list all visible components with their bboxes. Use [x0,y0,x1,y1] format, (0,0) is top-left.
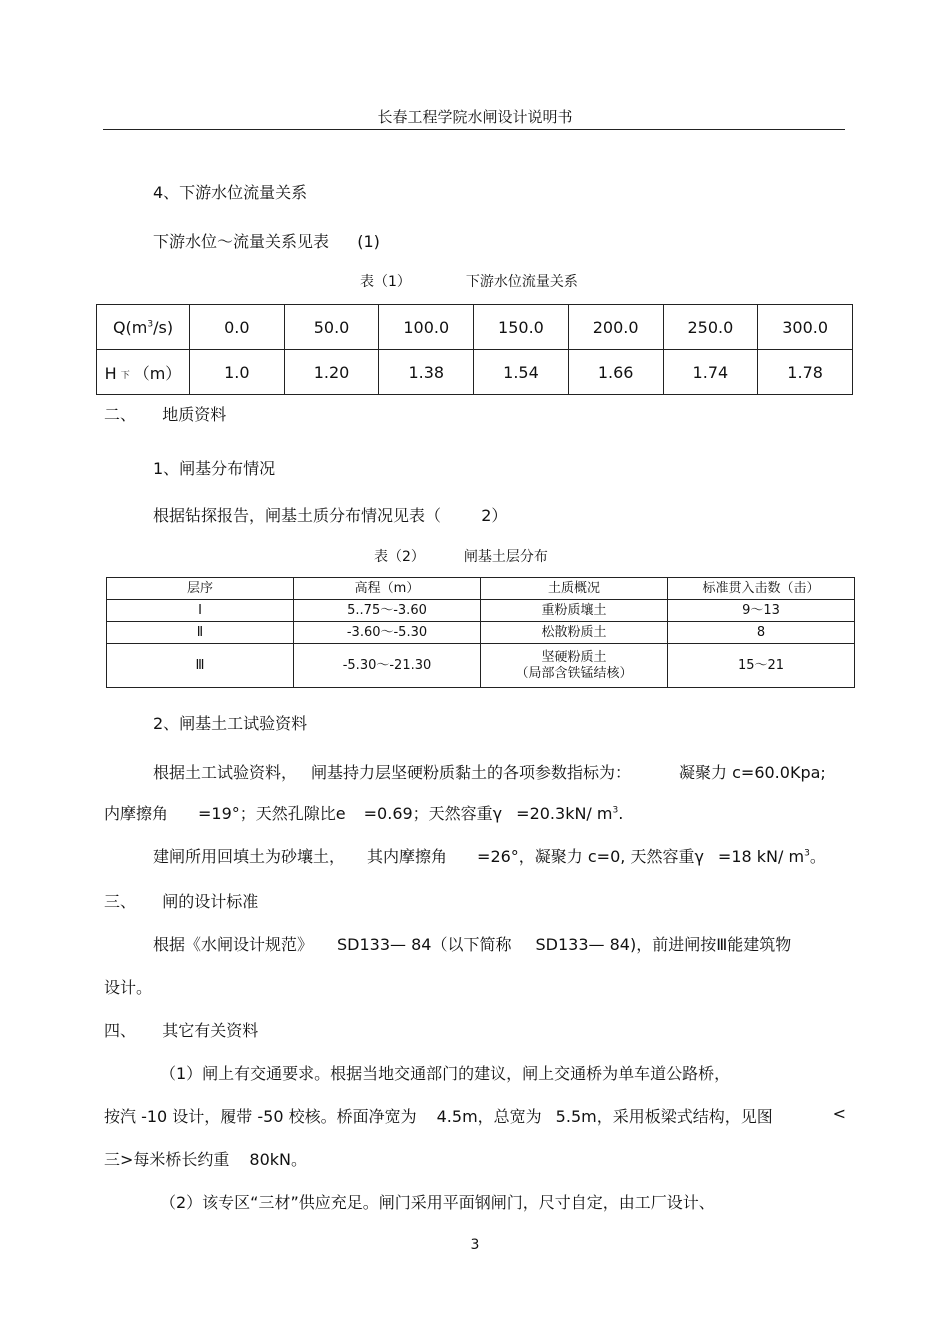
layer-cell: Ⅰ [107,600,294,622]
header-rule [103,129,845,130]
section-heading-4: 4、下游水位流量关系 [153,183,308,202]
subsection-1-text: 根据钻探报告，闸基土质分布情况见表（ 2） [153,506,508,525]
part4-title: 其它有关资料 [162,1021,259,1040]
soil-cell: 重粉质壤土 [481,600,668,622]
part3-num: 三、 [104,892,137,911]
part2-num: 二、 [104,405,137,424]
table-header-row [107,578,855,600]
soil-cell: 松散粉质土 [481,622,668,644]
column-header: 层序 [107,578,294,600]
part3-heading [104,889,258,912]
soil-note: （局部含铁锰结核） [515,665,633,681]
other-info-1-line-1: （1）闸上有交通要求。根据当地交通部门的建议，闸上交通桥为单车道公路桥， [160,1064,731,1083]
spt-cell: 15～21 [668,644,855,688]
soil-layer-table [106,577,855,688]
q-label: $Q(m^3/s)$ [97,305,190,350]
subsection-2-heading: 2、闸基土工试验资料 [153,714,308,733]
table-row [107,644,855,688]
table2-caption-no: 表（2） [374,549,425,565]
subsection-1-heading: 1、闸基分布情况 [153,459,276,478]
table1-intro-ref: (1) [357,232,380,251]
table1-caption [360,271,578,291]
design-standard-line-2: 设计。 [104,978,153,997]
spt-cell: 9～13 [668,600,855,622]
part3-title: 闸的设计标准 [162,892,259,911]
h-cell: 1.78 [758,350,853,395]
other-info-1-line-2: 按汽 -10 设计，履带 -50 校核。桥面净宽为 4.5m，总宽为 5.5m，采用板梁式结构，见图 < [104,1104,846,1126]
flow-table-h-row [97,350,853,395]
q-cell: 250.0 [663,305,758,350]
h-cell: 1.54 [474,350,569,395]
header-title: 长春工程学院水闸设计说明书 [377,108,573,126]
q-cell: 150.0 [474,305,569,350]
spt-cell: 8 [668,622,855,644]
part2-title: 地质资料 [162,405,227,424]
part2-heading [104,402,226,425]
soil-test-line-1: 根据土工试验资料， 闸基持力层坚硬粉质黏土的各项参数指标为： 凝聚力 c=60.0Kpa; [153,763,826,782]
table2-ref: 2） [481,506,508,525]
column-header: 标准贯入击数（击） [668,578,855,600]
soil-cell: 坚硬粉质土 （局部含铁锰结核） [481,644,668,688]
flow-table [96,304,853,395]
h-cell: 1.74 [663,350,758,395]
elevation-cell: -3.60～-5.30 [294,622,481,644]
q-cell: 200.0 [568,305,663,350]
q-cell: 0.0 [190,305,285,350]
h-cell: 1.38 [379,350,474,395]
h-cell: 1.66 [568,350,663,395]
other-info-1-line-3: 三>每米桥长约重 80kN。 [104,1150,308,1169]
q-cell: 100.0 [379,305,474,350]
design-standard-line-1: 根据《水闸设计规范》 SD133— 84（以下简称 SD133— 84)，前进闸按Ⅲ能建筑物 [153,935,792,954]
q-cell: 50.0 [284,305,379,350]
h-cell: 1.20 [284,350,379,395]
table1-intro [153,229,380,252]
layer-cell: Ⅲ [107,644,294,688]
flow-table-q-row [97,305,853,350]
layer-cell: Ⅱ [107,622,294,644]
part4-heading [104,1018,258,1041]
elevation-cell: 5..75～-3.60 [294,600,481,622]
table2-caption [374,546,548,566]
part4-num: 四、 [104,1021,137,1040]
h-cell: 1.0 [190,350,285,395]
h-label: H 下 （m） [97,350,190,395]
elevation-cell: -5.30～-21.30 [294,644,481,688]
page-number: 3 [470,1237,480,1253]
table1-intro-text: 下游水位～流量关系见表 [153,232,330,251]
table-row [107,622,855,644]
soil-test-line-2: 内摩擦角 =19°；天然孔隙比e =0.69；天然容重γ =20.3kN/ $m^3$. [104,804,624,823]
column-header: 土质概况 [481,578,668,600]
backfill-line: 建闸所用回填土为砂壤土， 其内摩擦角 =26°，凝聚力 c=0, 天然容重γ =18 kN/ $m^3$。 [153,847,826,866]
table1-caption-no: 表（1） [360,274,411,290]
other-info-2-line-1: （2）该专区“三材”供应充足。闸门采用平面钢闸门，尺寸自定，由工厂设计、 [160,1193,715,1212]
table2-caption-title: 闸基土层分布 [463,549,548,565]
column-header: 高程（m） [294,578,481,600]
table1-caption-title: 下游水位流量关系 [465,274,578,290]
q-cell: 300.0 [758,305,853,350]
table-row [107,600,855,622]
